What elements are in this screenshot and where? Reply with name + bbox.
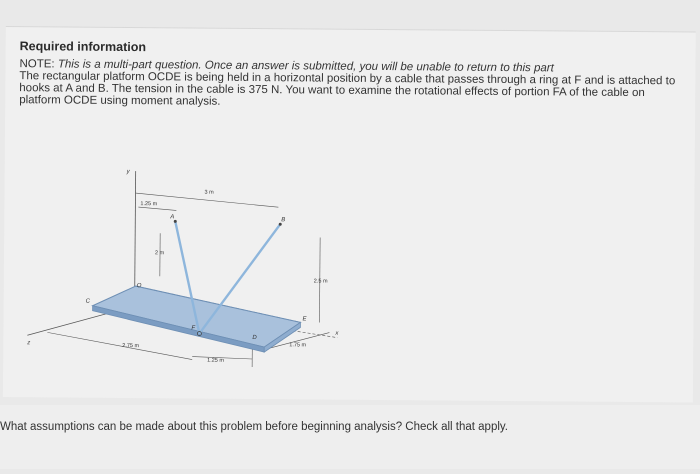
dim-25m: 2.5 m [314,278,328,284]
dim-275m-line [47,332,192,359]
label-B: B [281,217,285,223]
label-y: y [126,169,131,175]
question-text: What assumptions can be made about this problem before beginning analysis? Check all that apply. [0,421,508,433]
dim-125-line [138,207,176,210]
dim-125m-bottom: 1.25 m [207,358,224,364]
problem-paragraph: The rectangular platform OCDE is being held in a horizontal position by a cable that passes through a ring at F and is attached to hooks at A and B. The tension in the cable is 375 N. You want to examine the rotational effects of portion FA of the cable on platform OCDE using moment analysis. [19,70,675,108]
panel-title: Required information [20,39,147,54]
label-A: A [169,214,174,220]
label-C: C [86,299,91,305]
label-E: E [302,316,307,322]
label-O: O [137,283,142,289]
dim-3m: 3 m [204,190,214,196]
dim-2m: 2 m [155,250,165,256]
label-D: D [252,335,257,341]
label-F: F [191,326,195,332]
note-text: This is a multi-part question. Once an answer is submitted, you will be unable to return to this part [58,58,554,74]
note-label: NOTE: [19,58,54,70]
question-area [0,405,700,469]
label-x: x [334,331,339,337]
dim-175m: 1.75 m [289,342,306,348]
label-z: z [26,340,30,346]
dim-275m: 2.75 m [122,343,139,349]
platform-figure [17,160,379,383]
dim-125m-top: 1.25 m [140,201,157,207]
problem-statement [19,58,679,111]
